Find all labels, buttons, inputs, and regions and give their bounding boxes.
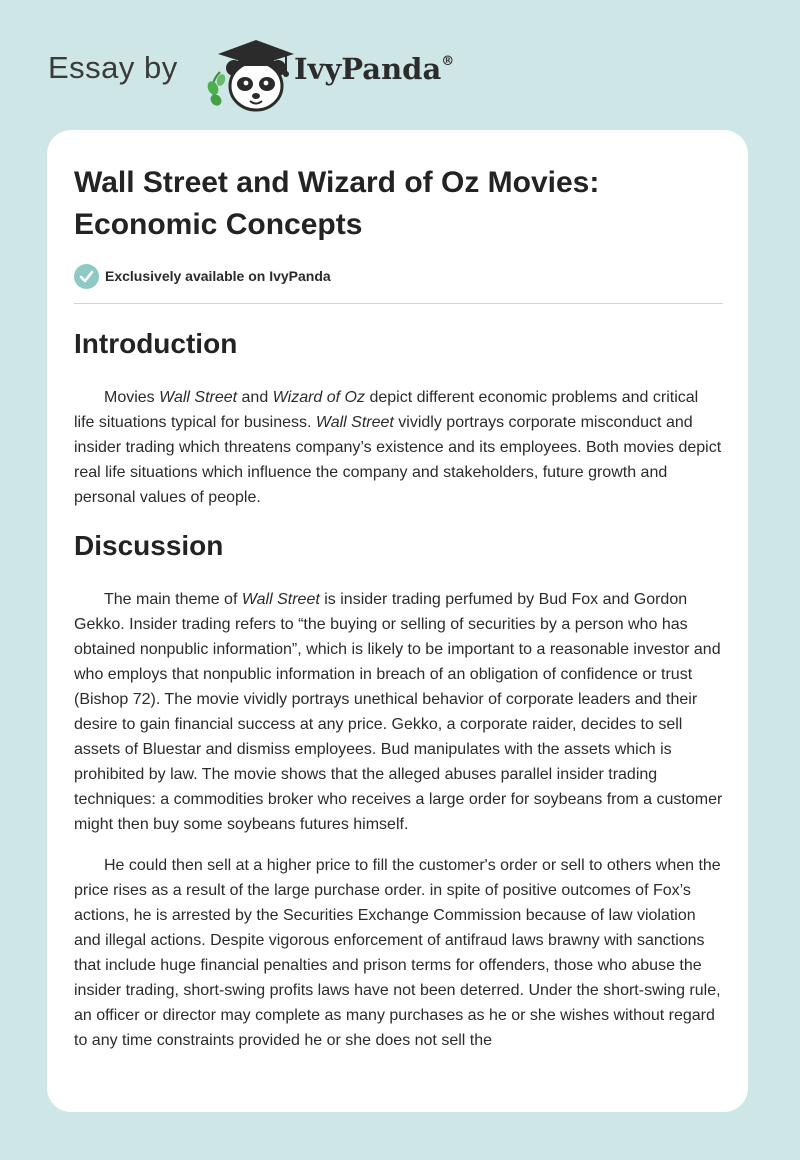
exclusive-badge-label: Exclusively available on IvyPanda (105, 268, 331, 284)
check-icon (74, 264, 99, 289)
site-header (48, 30, 648, 110)
text-run: and (237, 389, 273, 406)
movie-title: Wall Street (315, 414, 394, 431)
brand-name[interactable] (294, 52, 454, 86)
panda-graduate-icon (204, 36, 296, 112)
text-run: is insider trading perfumed by Bud Fox and Gordon Gekko. Insider trading refers to “the buying or selling of securities by a person who has obtained nonpublic information”, which is likely to be important to a reasonable investor and who employs that nonpublic information in breach of an obligation of confidence or trust (Bishop 72). The movie vividly portrays unethical behavior of corporate leaders and their desire to gain financial success at any price. Gekko, a corporate raider, decides to sell assets of Bluestar and dismiss employees. Bud manipulates with the assets which is prohibited by law. The movie shows that the alleged abuses parallel insider trading techniques: a commodities broker who receives a large order for soybeans from a customer might then buy some soybeans futures himself. (74, 591, 723, 833)
text-run: vividly portrays corporate misconduct and insider trading which threatens company’s existence and its employees. Both movies depict real life situations which influence the company and stakeholders, future growth and personal values of people. (74, 414, 722, 506)
registered-mark: ® (441, 54, 455, 69)
ivypanda-logo[interactable] (204, 36, 296, 112)
text-run: depict different economic problems and critical life situations typical for business. (74, 389, 699, 431)
section-heading-introduction: Introduction (74, 328, 238, 359)
divider (74, 303, 723, 304)
movie-title: Wall Street (159, 389, 238, 406)
section-heading-discussion: Discussion (74, 530, 224, 561)
paragraph (74, 853, 723, 1051)
exclusive-badge (74, 263, 331, 289)
essay-card (47, 130, 748, 1112)
paragraph (74, 587, 723, 837)
movie-title: Wall Street (241, 591, 320, 608)
text-run: The main theme of (104, 591, 242, 608)
movie-title: Wizard of Oz (272, 389, 365, 406)
text-run: He could then sell at a higher price to fill the customer's order or sell to others when the price rises as a result of the large purchase order. in spite of positive outcomes of Fox’s actions, he is arrested by the Securities Exchange Commission because of law violation and illegal actions. Despite vigorous enforcement of antifraud laws brawny with sanctions that include huge financial penalties and prison terms for offenders, those who abuse the insider trading, short-swing profits laws have not been deterred. Under the short-swing rule, an officer or director may complete as many purchases as he or she wishes without regard to any time constraints provided he or she does not sell the (74, 857, 721, 1049)
brand-text: IvyPanda (294, 52, 442, 86)
essay-title: Wall Street and Wizard of Oz Movies: Economic Concepts (74, 166, 600, 241)
text-run: Movies (104, 389, 160, 406)
essay-by-label: Essay by (48, 50, 178, 85)
paragraph (74, 385, 723, 510)
